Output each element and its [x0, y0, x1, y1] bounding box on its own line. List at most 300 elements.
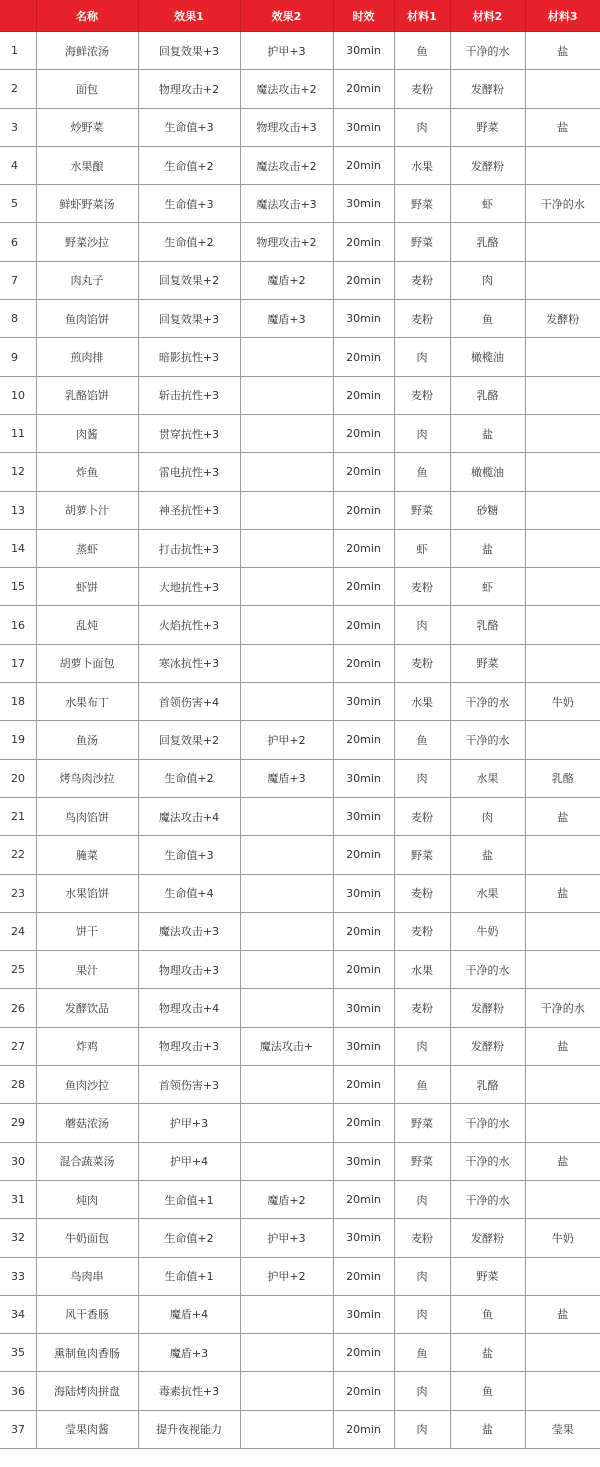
- cell-ingredient-3: [525, 1334, 600, 1372]
- cell-name: 腌菜: [36, 836, 138, 874]
- table-row: [0, 912, 600, 950]
- cell-effect-1: 回复效果+3: [138, 300, 240, 338]
- cell-effect-2: [240, 989, 333, 1027]
- cell-index: 34: [0, 1295, 36, 1333]
- cell-duration: 20min: [333, 376, 394, 414]
- table-row: [0, 874, 600, 912]
- cell-duration: 20min: [333, 836, 394, 874]
- cell-duration: 20min: [333, 912, 394, 950]
- cell-name: 鱼肉馅饼: [36, 300, 138, 338]
- cell-name: 肉丸子: [36, 261, 138, 299]
- cell-ingredient-1: 麦粉: [394, 912, 450, 950]
- cell-duration: 20min: [333, 1180, 394, 1218]
- cell-index: 30: [0, 1142, 36, 1180]
- header-name: 名称: [36, 0, 138, 32]
- cell-name: 水果酿: [36, 146, 138, 184]
- cell-index: 31: [0, 1180, 36, 1218]
- cell-name: 乳酪馅饼: [36, 376, 138, 414]
- cell-ingredient-1: 肉: [394, 1257, 450, 1295]
- cell-ingredient-2: 乳酪: [450, 1066, 525, 1104]
- cell-ingredient-3: [525, 491, 600, 529]
- table-row: [0, 644, 600, 682]
- cell-ingredient-2: 虾: [450, 185, 525, 223]
- cell-name: 鲜虾野菜汤: [36, 185, 138, 223]
- table-row: [0, 414, 600, 452]
- cell-ingredient-1: 麦粉: [394, 300, 450, 338]
- cell-name: 鸟肉馅饼: [36, 797, 138, 835]
- cell-effect-1: 暗影抗性+3: [138, 338, 240, 376]
- cell-effect-2: [240, 644, 333, 682]
- cell-effect-2: [240, 1104, 333, 1142]
- table-row: [0, 1027, 600, 1065]
- cell-ingredient-3: [525, 1066, 600, 1104]
- cell-index: 37: [0, 1410, 36, 1448]
- cell-effect-2: 魔法攻击+: [240, 1027, 333, 1065]
- cell-duration: 20min: [333, 414, 394, 452]
- cell-effect-2: [240, 453, 333, 491]
- cell-effect-1: 物理攻击+3: [138, 951, 240, 989]
- header-effect-1: 效果1: [138, 0, 240, 32]
- cell-effect-1: 生命值+3: [138, 108, 240, 146]
- cell-ingredient-2: 盐: [450, 1410, 525, 1448]
- cell-ingredient-2: 盐: [450, 836, 525, 874]
- cell-ingredient-2: 干净的水: [450, 1142, 525, 1180]
- cell-effect-1: 大地抗性+3: [138, 568, 240, 606]
- table-row: [0, 32, 600, 70]
- cell-ingredient-1: 野菜: [394, 223, 450, 261]
- cell-effect-2: [240, 874, 333, 912]
- cell-ingredient-1: 鱼: [394, 453, 450, 491]
- cell-effect-2: 魔法攻击+3: [240, 185, 333, 223]
- cell-ingredient-3: [525, 912, 600, 950]
- cell-index: 1: [0, 32, 36, 70]
- table-row: [0, 491, 600, 529]
- cell-ingredient-3: [525, 606, 600, 644]
- cell-ingredient-2: 乳酪: [450, 223, 525, 261]
- cell-ingredient-1: 麦粉: [394, 874, 450, 912]
- cell-effect-1: 回复效果+2: [138, 721, 240, 759]
- cell-ingredient-1: 麦粉: [394, 568, 450, 606]
- cell-effect-1: 生命值+3: [138, 836, 240, 874]
- cell-effect-2: [240, 414, 333, 452]
- cell-name: 饼干: [36, 912, 138, 950]
- header-ingredient-2: 材料2: [450, 0, 525, 32]
- cell-ingredient-2: 橄榄油: [450, 453, 525, 491]
- cell-effect-1: 生命值+2: [138, 223, 240, 261]
- cell-name: 果汁: [36, 951, 138, 989]
- cell-ingredient-1: 麦粉: [394, 70, 450, 108]
- cell-duration: 20min: [333, 1334, 394, 1372]
- cell-effect-1: 护甲+4: [138, 1142, 240, 1180]
- cell-effect-1: 贯穿抗性+3: [138, 414, 240, 452]
- cell-ingredient-1: 野菜: [394, 491, 450, 529]
- cell-effect-2: [240, 1066, 333, 1104]
- cell-index: 12: [0, 453, 36, 491]
- cell-duration: 30min: [333, 108, 394, 146]
- cell-ingredient-2: 乳酪: [450, 376, 525, 414]
- cell-ingredient-2: 干净的水: [450, 951, 525, 989]
- table-row: [0, 836, 600, 874]
- cell-effect-2: 魔盾+3: [240, 759, 333, 797]
- cell-ingredient-3: [525, 223, 600, 261]
- cell-duration: 20min: [333, 261, 394, 299]
- table-row: [0, 453, 600, 491]
- cell-ingredient-3: [525, 1372, 600, 1410]
- cell-name: 水果馅饼: [36, 874, 138, 912]
- cell-ingredient-1: 野菜: [394, 1142, 450, 1180]
- cell-effect-1: 物理攻击+4: [138, 989, 240, 1027]
- cell-ingredient-2: 野菜: [450, 1257, 525, 1295]
- cell-index: 13: [0, 491, 36, 529]
- cell-effect-1: 护甲+3: [138, 1104, 240, 1142]
- cell-effect-1: 寒冰抗性+3: [138, 644, 240, 682]
- cell-ingredient-1: 肉: [394, 1180, 450, 1218]
- table-row: [0, 1334, 600, 1372]
- cell-duration: 30min: [333, 185, 394, 223]
- cell-ingredient-3: 盐: [525, 108, 600, 146]
- cell-ingredient-2: 发酵粉: [450, 146, 525, 184]
- cell-effect-2: [240, 1410, 333, 1448]
- cell-effect-2: [240, 1334, 333, 1372]
- cell-effect-2: [240, 683, 333, 721]
- cell-ingredient-3: [525, 146, 600, 184]
- cell-duration: 20min: [333, 223, 394, 261]
- cell-effect-1: 首领伤害+4: [138, 683, 240, 721]
- cell-index: 29: [0, 1104, 36, 1142]
- cell-duration: 30min: [333, 1142, 394, 1180]
- cell-index: 16: [0, 606, 36, 644]
- cell-effect-1: 打击抗性+3: [138, 529, 240, 567]
- cell-duration: 30min: [333, 683, 394, 721]
- cell-ingredient-2: 野菜: [450, 108, 525, 146]
- cell-name: 鱼汤: [36, 721, 138, 759]
- cell-ingredient-3: [525, 338, 600, 376]
- cell-effect-2: [240, 797, 333, 835]
- table-row: [0, 1219, 600, 1257]
- cell-effect-2: [240, 836, 333, 874]
- header-effect-2: 效果2: [240, 0, 333, 32]
- table-row: [0, 223, 600, 261]
- cell-name: 水果布丁: [36, 683, 138, 721]
- cell-ingredient-1: 麦粉: [394, 797, 450, 835]
- cell-index: 21: [0, 797, 36, 835]
- cell-duration: 20min: [333, 146, 394, 184]
- table-row: [0, 951, 600, 989]
- cell-ingredient-1: 肉: [394, 338, 450, 376]
- cell-effect-1: 魔盾+3: [138, 1334, 240, 1372]
- cell-index: 33: [0, 1257, 36, 1295]
- cell-effect-1: 神圣抗性+3: [138, 491, 240, 529]
- cell-index: 22: [0, 836, 36, 874]
- cell-index: 9: [0, 338, 36, 376]
- cell-name: 面包: [36, 70, 138, 108]
- cell-ingredient-2: 橄榄油: [450, 338, 525, 376]
- cell-name: 蒸虾: [36, 529, 138, 567]
- cell-ingredient-2: 盐: [450, 414, 525, 452]
- cell-effect-1: 魔盾+4: [138, 1295, 240, 1333]
- table-row: [0, 300, 600, 338]
- cell-ingredient-1: 虾: [394, 529, 450, 567]
- cell-effect-1: 斩击抗性+3: [138, 376, 240, 414]
- cell-ingredient-2: 牛奶: [450, 912, 525, 950]
- table-row: [0, 108, 600, 146]
- cell-ingredient-1: 水果: [394, 146, 450, 184]
- cell-index: 28: [0, 1066, 36, 1104]
- cell-ingredient-3: 发酵粉: [525, 300, 600, 338]
- cell-ingredient-2: 干净的水: [450, 1180, 525, 1218]
- cell-effect-1: 生命值+4: [138, 874, 240, 912]
- cell-ingredient-3: 盐: [525, 1295, 600, 1333]
- cell-ingredient-2: 肉: [450, 261, 525, 299]
- cell-effect-2: 魔盾+2: [240, 261, 333, 299]
- header-row: [0, 0, 600, 32]
- cell-ingredient-3: 牛奶: [525, 1219, 600, 1257]
- cell-duration: 20min: [333, 1410, 394, 1448]
- cell-ingredient-2: 发酵粉: [450, 70, 525, 108]
- cell-ingredient-2: 水果: [450, 874, 525, 912]
- cell-duration: 20min: [333, 951, 394, 989]
- cell-effect-1: 魔法攻击+3: [138, 912, 240, 950]
- cell-ingredient-1: 野菜: [394, 836, 450, 874]
- cell-duration: 20min: [333, 1104, 394, 1142]
- table-row: [0, 1257, 600, 1295]
- table-body: [0, 32, 600, 1449]
- cell-name: 野菜沙拉: [36, 223, 138, 261]
- cell-duration: 30min: [333, 1219, 394, 1257]
- cell-effect-2: [240, 491, 333, 529]
- cell-ingredient-2: 野菜: [450, 644, 525, 682]
- cell-effect-1: 生命值+2: [138, 146, 240, 184]
- cell-effect-1: 回复效果+2: [138, 261, 240, 299]
- cell-ingredient-2: 虾: [450, 568, 525, 606]
- cell-ingredient-1: 麦粉: [394, 989, 450, 1027]
- cell-ingredient-2: 乳酪: [450, 606, 525, 644]
- cell-effect-2: [240, 1142, 333, 1180]
- cell-ingredient-3: 盐: [525, 797, 600, 835]
- cell-ingredient-2: 发酵粉: [450, 989, 525, 1027]
- cell-effect-1: 生命值+2: [138, 759, 240, 797]
- table-row: [0, 568, 600, 606]
- cell-effect-2: [240, 1372, 333, 1410]
- cell-ingredient-1: 鱼: [394, 32, 450, 70]
- table-row: [0, 721, 600, 759]
- cell-ingredient-3: [525, 644, 600, 682]
- table-row: [0, 376, 600, 414]
- cell-ingredient-3: [525, 1104, 600, 1142]
- cell-effect-1: 物理攻击+2: [138, 70, 240, 108]
- table-row: [0, 1104, 600, 1142]
- cell-effect-2: 物理攻击+3: [240, 108, 333, 146]
- cell-index: 7: [0, 261, 36, 299]
- cell-ingredient-2: 鱼: [450, 300, 525, 338]
- cell-ingredient-3: 牛奶: [525, 683, 600, 721]
- cell-ingredient-1: 肉: [394, 414, 450, 452]
- cell-effect-2: 魔法攻击+2: [240, 146, 333, 184]
- table-row: [0, 146, 600, 184]
- cell-effect-2: [240, 376, 333, 414]
- cell-index: 19: [0, 721, 36, 759]
- cell-ingredient-1: 肉: [394, 759, 450, 797]
- table-row: [0, 1142, 600, 1180]
- cell-duration: 20min: [333, 529, 394, 567]
- cell-ingredient-1: 野菜: [394, 185, 450, 223]
- cell-ingredient-1: 麦粉: [394, 261, 450, 299]
- table-row: [0, 759, 600, 797]
- cell-name: 炸鱼: [36, 453, 138, 491]
- cell-name: 莹果肉酱: [36, 1410, 138, 1448]
- cell-effect-1: 生命值+3: [138, 185, 240, 223]
- cell-ingredient-3: 莹果: [525, 1410, 600, 1448]
- cell-ingredient-2: 肉: [450, 797, 525, 835]
- cell-duration: 30min: [333, 1295, 394, 1333]
- cell-ingredient-1: 水果: [394, 683, 450, 721]
- cell-duration: 30min: [333, 989, 394, 1027]
- cell-ingredient-1: 肉: [394, 108, 450, 146]
- cell-duration: 20min: [333, 568, 394, 606]
- cell-effect-2: [240, 912, 333, 950]
- cell-effect-1: 生命值+1: [138, 1257, 240, 1295]
- cell-duration: 30min: [333, 300, 394, 338]
- cell-duration: 20min: [333, 606, 394, 644]
- cell-duration: 20min: [333, 491, 394, 529]
- table-row: [0, 1066, 600, 1104]
- cell-effect-1: 物理攻击+3: [138, 1027, 240, 1065]
- cell-duration: 20min: [333, 338, 394, 376]
- cell-index: 8: [0, 300, 36, 338]
- cell-ingredient-3: 盐: [525, 874, 600, 912]
- cell-index: 14: [0, 529, 36, 567]
- cell-effect-2: 魔盾+3: [240, 300, 333, 338]
- cell-duration: 30min: [333, 874, 394, 912]
- cell-effect-2: [240, 529, 333, 567]
- cell-index: 25: [0, 951, 36, 989]
- cell-ingredient-3: 乳酪: [525, 759, 600, 797]
- cell-name: 炸鸡: [36, 1027, 138, 1065]
- cell-ingredient-1: 水果: [394, 951, 450, 989]
- cell-ingredient-2: 发酵粉: [450, 1027, 525, 1065]
- cell-ingredient-1: 肉: [394, 606, 450, 644]
- cell-duration: 20min: [333, 1257, 394, 1295]
- cell-effect-2: 物理攻击+2: [240, 223, 333, 261]
- cell-name: 鱼肉沙拉: [36, 1066, 138, 1104]
- cell-name: 肉酱: [36, 414, 138, 452]
- cell-index: 23: [0, 874, 36, 912]
- cell-index: 10: [0, 376, 36, 414]
- cell-duration: 20min: [333, 453, 394, 491]
- table-row: [0, 797, 600, 835]
- cell-ingredient-3: [525, 951, 600, 989]
- cell-effect-2: 魔盾+2: [240, 1180, 333, 1218]
- cell-name: 煎肉排: [36, 338, 138, 376]
- cell-ingredient-2: 干净的水: [450, 1104, 525, 1142]
- cell-index: 2: [0, 70, 36, 108]
- header-ingredient-1: 材料1: [394, 0, 450, 32]
- table-row: [0, 261, 600, 299]
- cell-effect-2: [240, 1295, 333, 1333]
- table-row: [0, 989, 600, 1027]
- cell-ingredient-1: 麦粉: [394, 376, 450, 414]
- cell-ingredient-2: 鱼: [450, 1372, 525, 1410]
- cell-effect-2: 护甲+3: [240, 1219, 333, 1257]
- cell-index: 26: [0, 989, 36, 1027]
- cell-index: 3: [0, 108, 36, 146]
- cell-ingredient-2: 发酵粉: [450, 1219, 525, 1257]
- cell-name: 海鲜浓汤: [36, 32, 138, 70]
- cell-index: 5: [0, 185, 36, 223]
- cell-index: 11: [0, 414, 36, 452]
- cell-ingredient-3: [525, 721, 600, 759]
- cell-name: 发酵饮品: [36, 989, 138, 1027]
- cell-name: 风干香肠: [36, 1295, 138, 1333]
- cell-duration: 20min: [333, 721, 394, 759]
- cell-name: 胡萝卜汁: [36, 491, 138, 529]
- cell-ingredient-1: 鱼: [394, 721, 450, 759]
- cell-effect-1: 首领伤害+3: [138, 1066, 240, 1104]
- cell-ingredient-2: 干净的水: [450, 683, 525, 721]
- table-row: [0, 1180, 600, 1218]
- cell-ingredient-1: 肉: [394, 1410, 450, 1448]
- cell-name: 炖肉: [36, 1180, 138, 1218]
- cell-ingredient-3: [525, 70, 600, 108]
- cell-ingredient-3: [525, 414, 600, 452]
- cell-ingredient-1: 肉: [394, 1372, 450, 1410]
- cell-ingredient-3: 盐: [525, 1142, 600, 1180]
- cell-name: 海陆烤肉拼盘: [36, 1372, 138, 1410]
- cell-effect-2: 魔法攻击+2: [240, 70, 333, 108]
- cell-effect-1: 雷电抗性+3: [138, 453, 240, 491]
- cell-name: 烤鸟肉沙拉: [36, 759, 138, 797]
- cell-index: 27: [0, 1027, 36, 1065]
- table-row: [0, 70, 600, 108]
- cell-name: 炒野菜: [36, 108, 138, 146]
- cell-duration: 20min: [333, 1066, 394, 1104]
- cell-ingredient-3: [525, 529, 600, 567]
- cell-ingredient-2: 干净的水: [450, 32, 525, 70]
- cell-ingredient-3: 干净的水: [525, 185, 600, 223]
- cell-ingredient-3: [525, 376, 600, 414]
- table-row: [0, 1372, 600, 1410]
- cell-name: 蘑菇浓汤: [36, 1104, 138, 1142]
- cell-effect-1: 毒素抗性+3: [138, 1372, 240, 1410]
- cell-ingredient-2: 水果: [450, 759, 525, 797]
- cell-duration: 30min: [333, 32, 394, 70]
- cell-duration: 20min: [333, 644, 394, 682]
- cell-ingredient-2: 砂糖: [450, 491, 525, 529]
- cell-effect-1: 提升夜视能力: [138, 1410, 240, 1448]
- cell-effect-2: [240, 338, 333, 376]
- cell-ingredient-3: [525, 453, 600, 491]
- cell-ingredient-3: 盐: [525, 32, 600, 70]
- cell-effect-2: 护甲+3: [240, 32, 333, 70]
- header-ingredient-3: 材料3: [525, 0, 600, 32]
- cell-ingredient-3: [525, 1180, 600, 1218]
- cell-ingredient-3: 干净的水: [525, 989, 600, 1027]
- cell-effect-2: [240, 951, 333, 989]
- cell-effect-2: 护甲+2: [240, 721, 333, 759]
- cell-name: 鸟肉串: [36, 1257, 138, 1295]
- cell-effect-1: 回复效果+3: [138, 32, 240, 70]
- table-row: [0, 606, 600, 644]
- cell-index: 6: [0, 223, 36, 261]
- cell-index: 4: [0, 146, 36, 184]
- cell-duration: 20min: [333, 70, 394, 108]
- cell-duration: 30min: [333, 1027, 394, 1065]
- cell-effect-1: 火焰抗性+3: [138, 606, 240, 644]
- cell-index: 36: [0, 1372, 36, 1410]
- cell-index: 15: [0, 568, 36, 606]
- cell-effect-2: [240, 606, 333, 644]
- cell-effect-2: 护甲+2: [240, 1257, 333, 1295]
